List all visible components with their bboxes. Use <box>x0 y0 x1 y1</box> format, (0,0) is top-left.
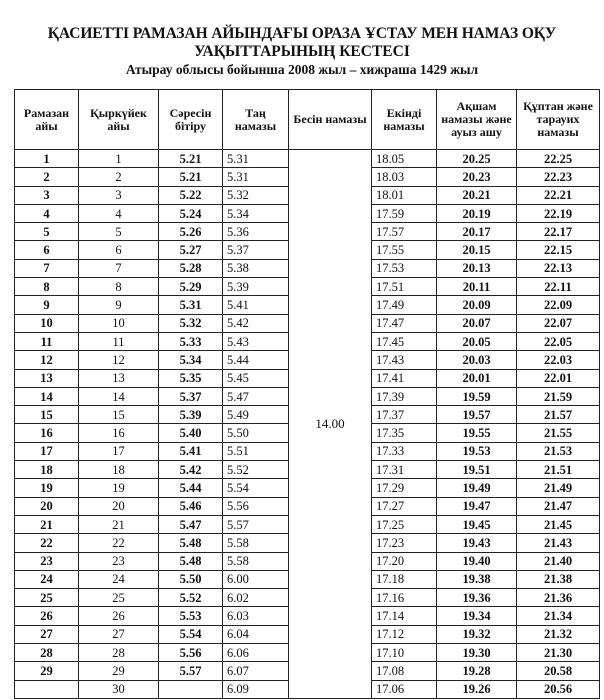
september-day-cell: 15 <box>79 406 159 424</box>
september-day-cell: 16 <box>79 424 159 442</box>
table-header <box>15 90 600 150</box>
september-day-cell: 19 <box>79 479 159 497</box>
maghrib-iftar-cell: 19.47 <box>437 497 517 515</box>
isha-tarawih-cell: 22.13 <box>517 259 600 277</box>
sahur-end-cell: 5.44 <box>159 479 223 497</box>
maghrib-iftar-cell: 20.03 <box>437 351 517 369</box>
maghrib-iftar-cell: 20.01 <box>437 369 517 387</box>
ramadan-day-cell <box>15 680 79 698</box>
sahur-end-cell: 5.48 <box>159 552 223 570</box>
september-day-cell: 7 <box>79 259 159 277</box>
september-day-cell: 13 <box>79 369 159 387</box>
sahur-end-cell: 5.40 <box>159 424 223 442</box>
asr-cell: 17.51 <box>372 278 437 296</box>
september-day-cell: 28 <box>79 644 159 662</box>
isha-tarawih-cell: 21.45 <box>517 515 600 533</box>
asr-cell: 17.31 <box>372 461 437 479</box>
maghrib-iftar-cell: 20.23 <box>437 168 517 186</box>
table-body <box>15 150 600 699</box>
sahur-end-cell: 5.31 <box>159 296 223 314</box>
asr-cell: 17.18 <box>372 570 437 588</box>
ramadan-day-cell: 15 <box>15 406 79 424</box>
maghrib-iftar-cell: 20.07 <box>437 314 517 332</box>
fajr-cell: 5.31 <box>223 168 289 186</box>
september-day-cell: 8 <box>79 278 159 296</box>
asr-cell: 17.47 <box>372 314 437 332</box>
sahur-end-cell: 5.42 <box>159 461 223 479</box>
sahur-end-cell: 5.32 <box>159 314 223 332</box>
ramadan-day-cell: 19 <box>15 479 79 497</box>
maghrib-iftar-cell: 19.34 <box>437 607 517 625</box>
ramadan-day-cell: 25 <box>15 589 79 607</box>
asr-cell: 17.45 <box>372 332 437 350</box>
column-header-isha-tarawih: Құптан және тарауих намазы <box>517 90 600 150</box>
fajr-cell: 5.42 <box>223 314 289 332</box>
maghrib-iftar-cell: 19.26 <box>437 680 517 698</box>
maghrib-iftar-cell: 19.32 <box>437 625 517 643</box>
ramadan-day-cell: 11 <box>15 332 79 350</box>
september-day-cell: 20 <box>79 497 159 515</box>
isha-tarawih-cell: 21.30 <box>517 644 600 662</box>
sahur-end-cell: 5.48 <box>159 534 223 552</box>
maghrib-iftar-cell: 20.21 <box>437 186 517 204</box>
ramadan-day-cell: 14 <box>15 387 79 405</box>
ramadan-day-cell: 28 <box>15 644 79 662</box>
ramadan-day-cell: 1 <box>15 150 79 168</box>
ramadan-day-cell: 26 <box>15 607 79 625</box>
asr-cell: 17.59 <box>372 204 437 222</box>
sahur-end-cell: 5.54 <box>159 625 223 643</box>
table-row <box>15 150 600 168</box>
september-day-cell: 26 <box>79 607 159 625</box>
ramadan-day-cell: 8 <box>15 278 79 296</box>
isha-tarawih-cell: 21.53 <box>517 442 600 460</box>
isha-tarawih-cell: 21.43 <box>517 534 600 552</box>
sahur-end-cell: 5.34 <box>159 351 223 369</box>
maghrib-iftar-cell: 19.45 <box>437 515 517 533</box>
column-header-fajr: Таң намазы <box>223 90 289 150</box>
asr-cell: 17.16 <box>372 589 437 607</box>
maghrib-iftar-cell: 19.28 <box>437 662 517 680</box>
asr-cell: 17.14 <box>372 607 437 625</box>
isha-tarawih-cell: 21.34 <box>517 607 600 625</box>
document-subtitle: Атырау облысы бойынша 2008 жыл – хижраша 1429 жыл <box>125 62 479 77</box>
maghrib-iftar-cell: 19.59 <box>437 387 517 405</box>
maghrib-iftar-cell: 20.09 <box>437 296 517 314</box>
isha-tarawih-cell: 21.36 <box>517 589 600 607</box>
isha-tarawih-cell: 22.07 <box>517 314 600 332</box>
fajr-cell: 6.02 <box>223 589 289 607</box>
september-day-cell: 11 <box>79 332 159 350</box>
asr-cell: 17.23 <box>372 534 437 552</box>
sahur-end-cell: 5.27 <box>159 241 223 259</box>
asr-cell: 17.53 <box>372 259 437 277</box>
sahur-end-cell: 5.37 <box>159 387 223 405</box>
september-day-cell: 24 <box>79 570 159 588</box>
maghrib-iftar-cell: 20.17 <box>437 223 517 241</box>
fajr-cell: 5.47 <box>223 387 289 405</box>
fajr-cell: 6.06 <box>223 644 289 662</box>
maghrib-iftar-cell: 20.25 <box>437 150 517 168</box>
isha-tarawih-cell: 21.47 <box>517 497 600 515</box>
maghrib-iftar-cell: 19.53 <box>437 442 517 460</box>
ramadan-day-cell: 7 <box>15 259 79 277</box>
ramadan-day-cell: 12 <box>15 351 79 369</box>
sahur-end-cell: 5.57 <box>159 662 223 680</box>
column-header-dhuhr: Бесін намазы <box>289 90 372 150</box>
september-day-cell: 12 <box>79 351 159 369</box>
fajr-cell: 5.37 <box>223 241 289 259</box>
isha-tarawih-cell: 22.05 <box>517 332 600 350</box>
september-day-cell: 22 <box>79 534 159 552</box>
ramadan-day-cell: 9 <box>15 296 79 314</box>
asr-cell: 18.03 <box>372 168 437 186</box>
sahur-end-cell: 5.52 <box>159 589 223 607</box>
asr-cell: 17.25 <box>372 515 437 533</box>
sahur-end-cell: 5.41 <box>159 442 223 460</box>
isha-tarawih-cell: 21.40 <box>517 552 600 570</box>
fajr-cell: 6.09 <box>223 680 289 698</box>
september-day-cell: 18 <box>79 461 159 479</box>
document-title-line-2: УАҚЫТТАРЫНЫҢ КЕСТЕСІ <box>194 43 410 60</box>
maghrib-iftar-cell: 19.57 <box>437 406 517 424</box>
sahur-end-cell: 5.29 <box>159 278 223 296</box>
sahur-end-cell: 5.21 <box>159 168 223 186</box>
sahur-end-cell: 5.53 <box>159 607 223 625</box>
sahur-end-cell: 5.56 <box>159 644 223 662</box>
asr-cell: 17.33 <box>372 442 437 460</box>
ramadan-day-cell: 16 <box>15 424 79 442</box>
isha-tarawih-cell: 22.17 <box>517 223 600 241</box>
sahur-end-cell: 5.39 <box>159 406 223 424</box>
asr-cell: 17.20 <box>372 552 437 570</box>
maghrib-iftar-cell: 20.15 <box>437 241 517 259</box>
asr-cell: 18.01 <box>372 186 437 204</box>
fajr-cell: 5.34 <box>223 204 289 222</box>
september-day-cell: 1 <box>79 150 159 168</box>
september-day-cell: 14 <box>79 387 159 405</box>
maghrib-iftar-cell: 20.13 <box>437 259 517 277</box>
maghrib-iftar-cell: 19.51 <box>437 461 517 479</box>
ramadan-day-cell: 21 <box>15 515 79 533</box>
september-day-cell: 21 <box>79 515 159 533</box>
sahur-end-cell: 5.24 <box>159 204 223 222</box>
fajr-cell: 6.03 <box>223 607 289 625</box>
sahur-end-cell: 5.46 <box>159 497 223 515</box>
september-day-cell: 25 <box>79 589 159 607</box>
ramadan-day-cell: 6 <box>15 241 79 259</box>
fajr-cell: 6.04 <box>223 625 289 643</box>
fajr-cell: 5.44 <box>223 351 289 369</box>
ramadan-day-cell: 4 <box>15 204 79 222</box>
maghrib-iftar-cell: 20.19 <box>437 204 517 222</box>
asr-cell: 17.39 <box>372 387 437 405</box>
sahur-end-cell: 5.50 <box>159 570 223 588</box>
prayer-schedule-table <box>14 89 600 699</box>
asr-cell: 17.10 <box>372 644 437 662</box>
september-day-cell: 4 <box>79 204 159 222</box>
fajr-cell: 5.36 <box>223 223 289 241</box>
column-header-september-day: Қыркүйек айы <box>79 90 159 150</box>
sahur-end-cell: 5.33 <box>159 332 223 350</box>
fajr-cell: 5.41 <box>223 296 289 314</box>
sahur-end-cell: 5.35 <box>159 369 223 387</box>
isha-tarawih-cell: 22.03 <box>517 351 600 369</box>
september-day-cell: 17 <box>79 442 159 460</box>
sahur-end-cell <box>159 680 223 698</box>
fajr-cell: 5.52 <box>223 461 289 479</box>
fajr-cell: 5.38 <box>223 259 289 277</box>
sahur-end-cell: 5.22 <box>159 186 223 204</box>
ramadan-day-cell: 10 <box>15 314 79 332</box>
asr-cell: 17.55 <box>372 241 437 259</box>
september-day-cell: 10 <box>79 314 159 332</box>
isha-tarawih-cell: 21.38 <box>517 570 600 588</box>
maghrib-iftar-cell: 20.05 <box>437 332 517 350</box>
sahur-end-cell: 5.21 <box>159 150 223 168</box>
fajr-cell: 5.58 <box>223 534 289 552</box>
asr-cell: 17.29 <box>372 479 437 497</box>
asr-cell: 17.41 <box>372 369 437 387</box>
september-day-cell: 5 <box>79 223 159 241</box>
maghrib-iftar-cell: 19.43 <box>437 534 517 552</box>
isha-tarawih-cell: 22.23 <box>517 168 600 186</box>
asr-cell: 17.35 <box>372 424 437 442</box>
isha-tarawih-cell: 21.49 <box>517 479 600 497</box>
header-row <box>15 90 600 150</box>
fajr-cell: 5.49 <box>223 406 289 424</box>
asr-cell: 17.12 <box>372 625 437 643</box>
ramadan-day-cell: 23 <box>15 552 79 570</box>
fajr-cell: 5.58 <box>223 552 289 570</box>
isha-tarawih-cell: 22.21 <box>517 186 600 204</box>
ramadan-day-cell: 22 <box>15 534 79 552</box>
isha-tarawih-cell: 21.55 <box>517 424 600 442</box>
fajr-cell: 5.54 <box>223 479 289 497</box>
fajr-cell: 6.00 <box>223 570 289 588</box>
ramadan-day-cell: 27 <box>15 625 79 643</box>
september-day-cell: 2 <box>79 168 159 186</box>
asr-cell: 17.37 <box>372 406 437 424</box>
asr-cell: 17.08 <box>372 662 437 680</box>
september-day-cell: 30 <box>79 680 159 698</box>
fajr-cell: 5.50 <box>223 424 289 442</box>
ramadan-day-cell: 5 <box>15 223 79 241</box>
fajr-cell: 5.32 <box>223 186 289 204</box>
asr-cell: 17.27 <box>372 497 437 515</box>
fajr-cell: 6.07 <box>223 662 289 680</box>
sahur-end-cell: 5.28 <box>159 259 223 277</box>
isha-tarawih-cell: 20.56 <box>517 680 600 698</box>
sahur-end-cell: 5.26 <box>159 223 223 241</box>
maghrib-iftar-cell: 19.36 <box>437 589 517 607</box>
fajr-cell: 5.43 <box>223 332 289 350</box>
isha-tarawih-cell: 21.57 <box>517 406 600 424</box>
column-header-ramadan-day: Рамазан айы <box>15 90 79 150</box>
ramadan-day-cell: 17 <box>15 442 79 460</box>
column-header-asr: Екінді намазы <box>372 90 437 150</box>
maghrib-iftar-cell: 19.49 <box>437 479 517 497</box>
fajr-cell: 5.51 <box>223 442 289 460</box>
column-header-maghrib-iftar: Ақшам намазы және ауыз ашу <box>437 90 517 150</box>
fajr-cell: 5.45 <box>223 369 289 387</box>
dhuhr-time-cell: 14.00 <box>289 150 372 699</box>
isha-tarawih-cell: 22.11 <box>517 278 600 296</box>
isha-tarawih-cell: 22.01 <box>517 369 600 387</box>
maghrib-iftar-cell: 19.38 <box>437 570 517 588</box>
september-day-cell: 3 <box>79 186 159 204</box>
ramadan-day-cell: 29 <box>15 662 79 680</box>
fajr-cell: 5.56 <box>223 497 289 515</box>
asr-cell: 18.05 <box>372 150 437 168</box>
september-day-cell: 27 <box>79 625 159 643</box>
asr-cell: 17.49 <box>372 296 437 314</box>
isha-tarawih-cell: 22.19 <box>517 204 600 222</box>
september-day-cell: 6 <box>79 241 159 259</box>
september-day-cell: 23 <box>79 552 159 570</box>
ramadan-day-cell: 13 <box>15 369 79 387</box>
ramadan-day-cell: 3 <box>15 186 79 204</box>
isha-tarawih-cell: 22.15 <box>517 241 600 259</box>
isha-tarawih-cell: 22.09 <box>517 296 600 314</box>
isha-tarawih-cell: 21.51 <box>517 461 600 479</box>
fajr-cell: 5.39 <box>223 278 289 296</box>
isha-tarawih-cell: 21.32 <box>517 625 600 643</box>
asr-cell: 17.43 <box>372 351 437 369</box>
isha-tarawih-cell: 20.58 <box>517 662 600 680</box>
maghrib-iftar-cell: 19.40 <box>437 552 517 570</box>
sahur-end-cell: 5.47 <box>159 515 223 533</box>
fajr-cell: 5.57 <box>223 515 289 533</box>
september-day-cell: 29 <box>79 662 159 680</box>
asr-cell: 17.06 <box>372 680 437 698</box>
column-header-sahur-end: Сәресін бітіру <box>159 90 223 150</box>
document-title-line-1: ҚАСИЕТТІ РАМАЗАН АЙЫНДАҒЫ ОРАЗА ҰСТАУ МЕН НАМАЗ ОҚУ <box>47 25 557 42</box>
ramadan-day-cell: 20 <box>15 497 79 515</box>
ramadan-day-cell: 2 <box>15 168 79 186</box>
ramadan-day-cell: 24 <box>15 570 79 588</box>
september-day-cell: 9 <box>79 296 159 314</box>
maghrib-iftar-cell: 19.30 <box>437 644 517 662</box>
ramadan-day-cell: 18 <box>15 461 79 479</box>
asr-cell: 17.57 <box>372 223 437 241</box>
fajr-cell: 5.31 <box>223 150 289 168</box>
maghrib-iftar-cell: 20.11 <box>437 278 517 296</box>
isha-tarawih-cell: 21.59 <box>517 387 600 405</box>
maghrib-iftar-cell: 19.55 <box>437 424 517 442</box>
isha-tarawih-cell: 22.25 <box>517 150 600 168</box>
